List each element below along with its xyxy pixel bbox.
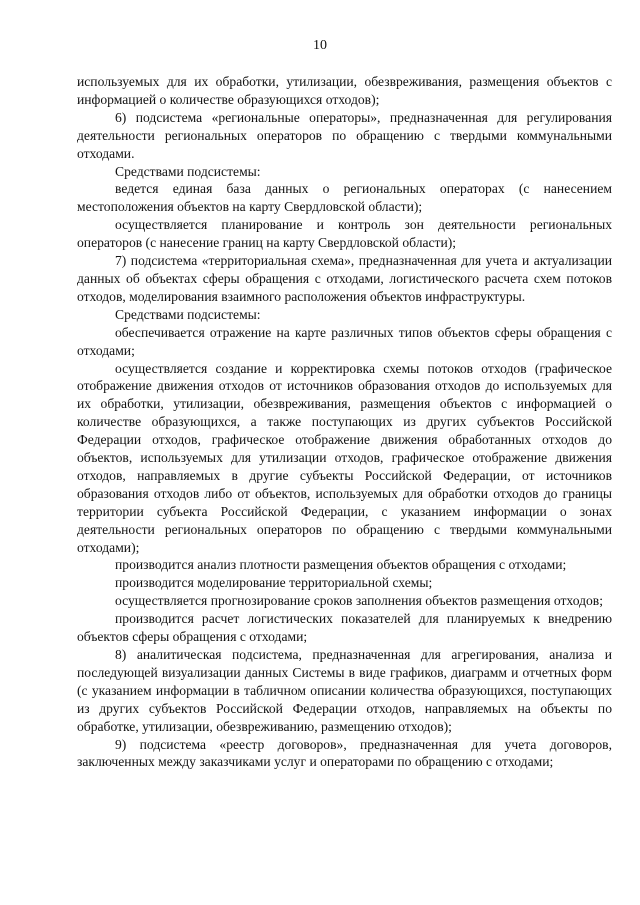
paragraph: 7) подсистема «территориальная схема», предназначенная для учета и актуализации данных об объектах сферы обращения с отходами, логистического расчета схем потоков отходов, моделирования взаимного расположения объектов инфраструктуры. [77, 253, 612, 304]
paragraph: 8) аналитическая подсистема, предназначенная для агрегирования, анализа и последующей визуализации данных Системы в виде графиков, диаграмм и отчетных форм (с указанием информации в табличном описании количества образующихся, поступающих из других субъектов Российской Федерации отходов, направляемых на объекты по обработке, утилизации, обезвреживанию, размещению отходов); [77, 647, 612, 734]
paragraph: производится моделирование территориальной схемы; [115, 575, 433, 591]
document-body [77, 73, 612, 771]
paragraph: производится анализ плотности размещения объектов обращения с отходами; [115, 557, 567, 573]
paragraph: осуществляется планирование и контроль зон деятельности региональных операторов (с нанесение границ на карту Свердловской области); [77, 217, 612, 251]
paragraph: Средствами подсистемы: [115, 163, 261, 179]
paragraph: производится расчет логистических показателей для планируемых к внедрению объектов сферы обращения с отходами; [77, 611, 612, 645]
paragraph: осуществляется прогнозирование сроков заполнения объектов размещения отходов; [115, 593, 604, 609]
paragraph: обеспечивается отражение на карте различных типов объектов сферы обращения с отходами; [77, 324, 612, 358]
paragraph: Средствами подсистемы: [115, 306, 261, 322]
paragraph: осуществляется создание и корректировка схемы потоков отходов (графическое отображение движения отходов от источников образования отходов до используемых для их обработки, утилизации, обезвреживания, размещения объектов с информацией о количестве образующихся, а также поступающих из других субъектов Российской Федерации отходов, графическое отображение движения обработанных отходов до объектов, используемых для утилизации отходов, графическое отображение движения отходов, направляемых в другие субъекты Российской Федерации, от источников образования отходов либо от объектов, используемых для обработки отходов до границы территории субъекта Российской Федерации, с указанием информации о зонах деятельности региональных операторов по обращению с твердыми коммунальными отходами); [77, 360, 612, 555]
paragraph: 9) подсистема «реестр договоров», предназначенная для учета договоров, заключенных между заказчиками услуг и операторами по обращению с отходами; [77, 736, 612, 770]
paragraph: ведется единая база данных о региональных операторах (с нанесением местоположения объектов на карту Свердловской области); [77, 181, 612, 215]
paragraph: 6) подсистема «региональные операторы», предназначенная для регулирования деятельности региональных операторов по обращению с твердыми коммунальными отходами. [77, 109, 612, 161]
paragraph: используемых для их обработки, утилизации, обезвреживания, размещения объектов с информацией о количестве образующихся отходов); [77, 74, 612, 107]
page-number: 10 [313, 38, 327, 53]
